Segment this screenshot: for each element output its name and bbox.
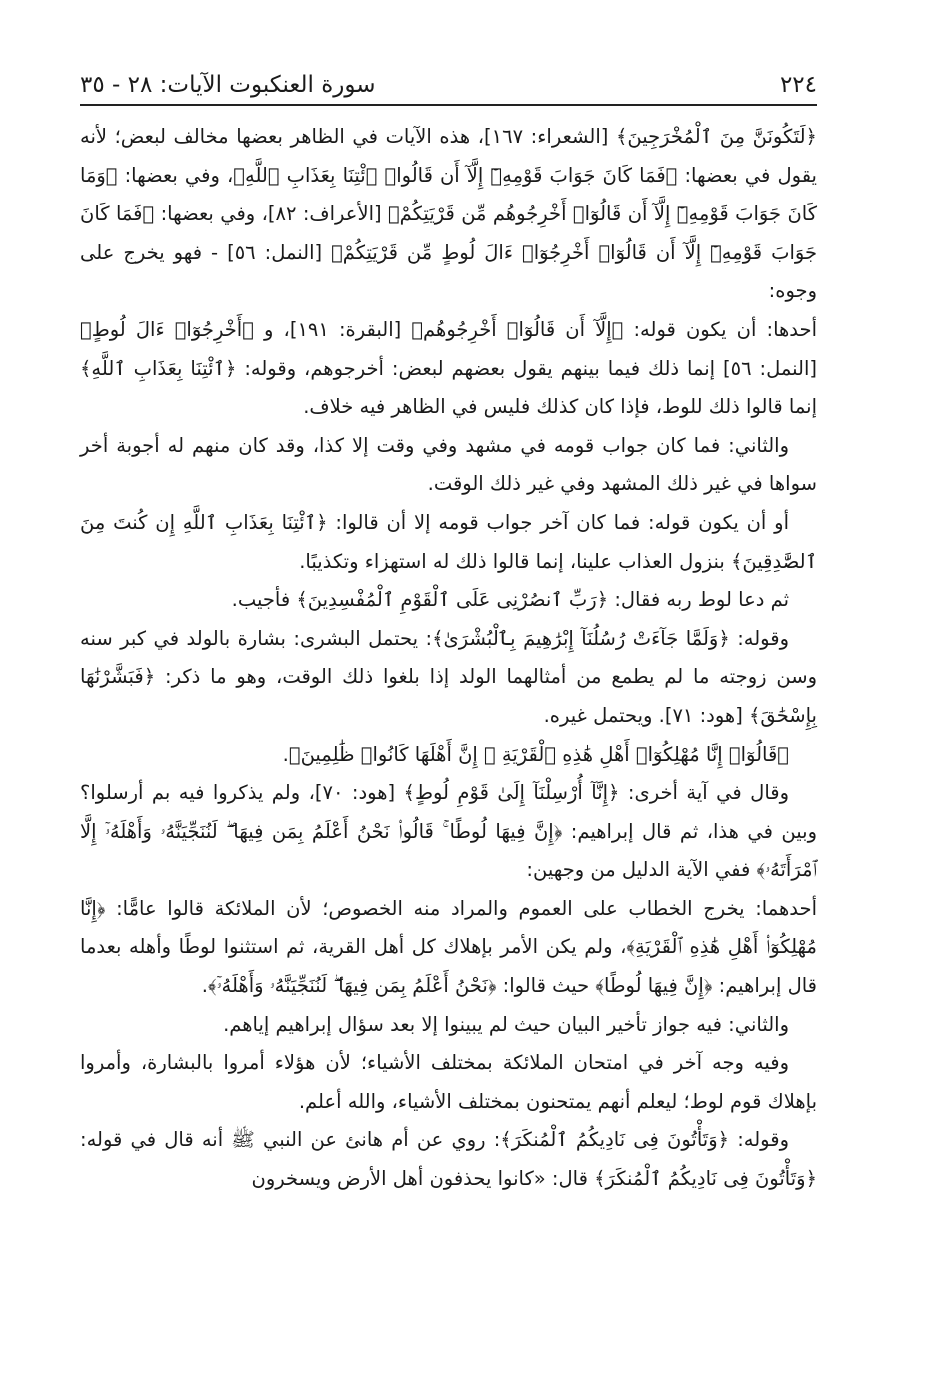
paragraph: وقال في آية أخرى: ﴿إِنَّآ أُرْسِلْنَآ إِلَىٰ قَوْمِ لُوطٍ﴾ [هود: ٧٠]، ولم يذكروا فيه بم أرسلوا؟ وبين في هذا، ثم قال إبراهيم: ﴿إِنَّ فِيهَا لُوطًا ۚ قَالُوا۟ نَحْنُ أَعْلَمُ بِمَن فِيهَا ۖ لَنُنَجِّيَنَّهُۥ وَأَهْلَهُۥٓ إِلَّا ٱمْرَأَتَهُۥ﴾ ففي الآية الدليل من وجهين: bbox=[80, 781, 817, 882]
paragraph: والثاني: فما كان جواب قومه في مشهد وفي وقت إلا كذا، وقد كان منهم له أجوبة أخر سواها في غير ذلك المشهد وفي غير ذلك الوقت. bbox=[80, 433, 817, 496]
paragraph: والثاني: فيه جواز تأخير البيان حيث لم يبينوا إلا بعد سؤال إبراهيم إياهم. bbox=[223, 1012, 789, 1036]
paragraph: أو أن يكون قوله: فما كان آخر جواب قومه إلا أن قالوا: ﴿ٱئْتِنَا بِعَذَابِ ٱللَّهِ إِن كُنتَ مِنَ ٱلصَّٰدِقِينَ﴾ بنزول العذاب علينا، إنما قالوا ذلك له استهزاء وتكذيبًا. bbox=[80, 510, 817, 573]
paragraph: وقوله: ﴿وَلَمَّا جَآءَتْ رُسُلُنَآ إِبْرَٰهِيمَ بِٱلْبُشْرَىٰ﴾: يحتمل البشرى: بشارة بالولد في كبر سنه وسن زوجته ما لم يطمع من أمثالهما الولد إذا بلغوا ذلك الوقت، وهو ما ذكر: ﴿فَبَشَّرْنَٰهَا بِإِسْحَٰقَ﴾ [هود: ٧١]. ويحتمل غيره. bbox=[80, 626, 817, 727]
paragraph: ﴿لَتَكُونَنَّ مِنَ ٱلْمُخْرَجِينَ﴾ [الشعراء: ١٦٧]، هذه الآيات في الظاهر بعضها مخالف لبعض؛ لأنه يقول في بعضها: ﴿فَمَا كَانَ جَوَابَ قَوْمِهِۦٓ إِلَّآ أَن قَالُوا۟ ٱئْتِنَا بِعَذَابِ ٱللَّهِ﴾، وفي بعضها: ﴿وَمَا كَانَ جَوَابَ قَوْمِهِۦٓ إِلَّآ أَن قَالُوٓا۟ أَخْرِجُوهُم مِّن قَرْيَتِكُمْ﴾ [الأعراف: ٨٢]، وفي بعضها: ﴿فَمَا كَانَ جَوَابَ قَوْمِهِۦٓ إِلَّآ أَن قَالُوٓا۟ أَخْرِجُوٓا۟ ءَالَ لُوطٍ مِّن قَرْيَتِكُمْ﴾ [النمل: ٥٦] - فهو يخرج على وجوه: bbox=[80, 125, 817, 303]
paragraph: وفيه وجه آخر في امتحان الملائكة بمختلف الأشياء؛ لأن هؤلاء أمروا بالبشارة، وأمروا بإهلاك قوم لوط؛ ليعلم أنهم يمتحنون بمختلف الأشياء، والله أعلم. bbox=[80, 1051, 817, 1113]
header-divider bbox=[80, 104, 817, 106]
page-number: ٢٢٤ bbox=[779, 72, 817, 98]
paragraph: وقوله: ﴿وَتَأْتُونَ فِى نَادِيكُمُ ٱلْمُنكَرَ﴾: روي عن أم هانئ عن النبي ﷺ أنه قال في قوله: ﴿وَتَأْتُونَ فِى نَادِيكُمُ ٱلْمُنكَرَ﴾ قال: «كانوا يحذفون أهل الأرض ويسخرون bbox=[80, 1128, 817, 1191]
book-page bbox=[80, 0, 817, 1383]
paragraph: ثم دعا لوط ربه فقال: ﴿رَبِّ ٱنصُرْنِى عَلَى ٱلْقَوْمِ ٱلْمُفْسِدِينَ﴾ فأجيب. bbox=[231, 588, 789, 612]
paragraph: أحدها: أن يكون قوله: ﴿إِلَّآ أَن قَالُوٓا۟ أَخْرِجُوهُم﴾ [البقرة: ١٩١]، و ﴿أَخْرِجُوٓا۟ ءَالَ لُوطٍ﴾ [النمل: ٥٦] إنما ذلك فيما بينهم يقول بعضهم لبعض: أخرجوهم، وقوله: ﴿ٱئْتِنَا بِعَذَابِ ٱللَّهِ﴾ إنما قالوا ذلك للوط، فإذا كان كذلك فليس في الظاهر فيه خلاف. bbox=[80, 317, 818, 419]
running-title: سورة العنكبوت الآيات: ٢٨ - ٣٥ bbox=[80, 72, 376, 98]
page-header bbox=[80, 62, 817, 98]
body-text bbox=[80, 118, 817, 1199]
paragraph: ﴿قَالُوٓا۟ إِنَّا مُهْلِكُوٓا۟ أَهْلِ هَٰذِهِ ٱلْقَرْيَةِ ۖ إِنَّ أَهْلَهَا كَانُوا۟ ظَٰلِمِينَ﴾. bbox=[282, 742, 789, 766]
paragraph: أحدهما: يخرج الخطاب على العموم والمراد منه الخصوص؛ لأن الملائكة قالوا عامًّا: ﴿إِنَّا مُهْلِكُوٓا۟ أَهْلِ هَٰذِهِ ٱلْقَرْيَةِ﴾، ولم يكن الأمر بإهلاك كل أهل القرية، ثم استثنوا لوطًا وأهله بعدما قال إبراهيم: ﴿إِنَّ فِيهَا لُوطًا﴾ حيث قالوا: ﴿نَحْنُ أَعْلَمُ بِمَن فِيهَا ۖ لَنُنَجِّيَنَّهُۥ وَأَهْلَهُۥٓ﴾. bbox=[80, 896, 817, 998]
